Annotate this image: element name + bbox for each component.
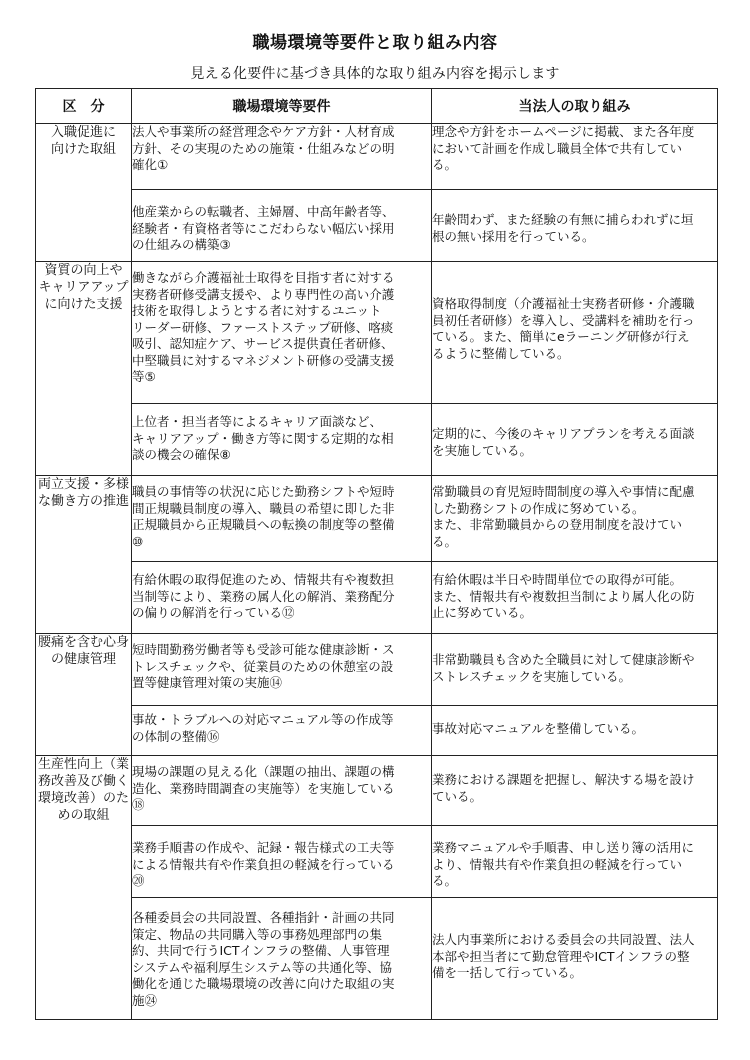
requirement-cell <box>132 190 432 262</box>
table-row <box>36 562 718 634</box>
category-cell <box>36 634 132 756</box>
action-cell <box>432 476 718 562</box>
requirement-text: 法人や事業所の経営理念やケア方針・人材育成 方針、その実現のための施策・仕組みなどの明 確化① <box>132 124 395 172</box>
table-row <box>36 190 718 262</box>
header-action: 当法人の取り組み <box>432 89 718 124</box>
action-text: 理念や方針をホームページに掲載、また各年度 において計画を作成し職員全体で共有してい る。 <box>432 124 695 172</box>
requirement-text: 働きながら介護福祉士取得を目指す者に対する 実務者研修受講支援や、より専門性の高い介護 技術を取得しようとする者に対するユニット リーダー研修、ファーストステップ研修、喀痰 吸引、認知症ケア、サービス提供責任者研修、 中堅職員に対するマネジメント研修の受講支援 等⑤ <box>132 270 395 384</box>
action-text: 定期的に、今後のキャリアプランを考える面談 を実施している。 <box>432 426 695 458</box>
table-row <box>36 262 718 404</box>
category-label: 入職促進に 向けた取組 <box>50 125 116 157</box>
requirement-text: 現場の課題の見える化（課題の抽出、課題の構 造化、業務時間調査の実施等）を実施している ⑱ <box>132 764 395 812</box>
action-cell <box>432 756 718 826</box>
action-text: 業務における課題を把握し、解決する場を設け ている。 <box>432 772 695 804</box>
action-text: 法人内事業所における委員会の共同設置、法人 本部や担当者にて勤怠管理やICTインフラの整 備を一括して行っている。 <box>432 932 695 980</box>
action-cell <box>432 826 718 898</box>
requirement-cell <box>132 476 432 562</box>
action-cell <box>432 634 718 706</box>
category-cell <box>36 476 132 634</box>
action-cell <box>432 404 718 476</box>
table-row <box>36 706 718 756</box>
page-title: 職場環境等要件と取り組み内容 <box>252 33 498 53</box>
category-cell <box>36 124 132 262</box>
requirement-text: 他産業からの転職者、主婦層、中高年齢者等、 経験者・有資格者等にこだわらない幅広い採用 の仕組みの構築③ <box>132 204 395 252</box>
action-cell <box>432 262 718 404</box>
action-text: 有給休暇は半日や時間単位での取得が可能。 また、情報共有や複数担当制により属人化の防 止に努めている。 <box>432 572 695 620</box>
action-cell <box>432 124 718 190</box>
header-row <box>36 89 718 124</box>
action-cell <box>432 706 718 756</box>
table-row <box>36 634 718 706</box>
requirement-cell <box>132 634 432 706</box>
requirement-cell <box>132 562 432 634</box>
requirement-text: 短時間勤務労働者等も受診可能な健康診断・ス トレスチェックや、従業員のための休憩室の設 置等健康管理対策の実施⑭ <box>132 642 395 690</box>
action-text: 年齢問わず、また経験の有無に捕らわれずに垣 根の無い採用を行っている。 <box>432 212 694 244</box>
requirement-text: 業務手順書の作成や、記録・報告様式の工夫等 による情報共有や作業負担の軽減を行っている ⑳ <box>132 840 395 888</box>
requirement-text: 各種委員会の共同設置、各種指針・計画の共同 策定、物品の共同購入等の事務処理部門の集 約、共同で行うICTインフラの整備、人事管理 システムや福利厚生システム等の共通化等、協 働化を通じた職場環境の改善に向けた取組の実 施㉔ <box>132 910 395 1008</box>
action-text: 事故対応マニュアルを整備している。 <box>432 721 645 736</box>
action-text: 資格取得制度（介護福祉士実務者研修・介護職 員初任者研修）を導入し、受講料を補助を行っ ている。また、簡単にeラーニング研修が行え るように整備している。 <box>432 296 695 361</box>
category-cell <box>36 756 132 1020</box>
requirement-cell <box>132 404 432 476</box>
action-cell <box>432 562 718 634</box>
requirement-cell <box>132 756 432 826</box>
requirement-cell <box>132 262 432 404</box>
requirement-text: 職員の事情等の状況に応じた勤務シフトや短時 間正規職員制度の導入、職員の希望に即した非 正規職員から正規職員への転換の制度等の整備 ⑩ <box>132 484 395 549</box>
requirement-text: 事故・トラブルへの対応マニュアル等の作成等 の体制の整備⑯ <box>132 712 394 744</box>
action-cell <box>432 190 718 262</box>
table-row <box>36 826 718 898</box>
requirement-text: 上位者・担当者等によるキャリア面談など、 キャリアアップ・働き方等に関する定期的な相 談の機会の確保⑧ <box>132 414 394 462</box>
table-row <box>36 898 718 1020</box>
requirement-cell <box>132 124 432 190</box>
requirement-cell <box>132 826 432 898</box>
category-cell <box>36 262 132 476</box>
action-text: 非常勤職員も含めた全職員に対して健康診断や ストレスチェックを実施している。 <box>432 652 695 684</box>
page-subtitle: 見える化要件に基づき具体的な取り組み内容を掲示します <box>190 66 560 82</box>
requirement-cell <box>132 706 432 756</box>
table-row <box>36 124 718 190</box>
table-row <box>36 476 718 562</box>
action-text: 業務マニュアルや手順書、申し送り簿の活用に より、情報共有や作業負担の軽減を行ってい る。 <box>432 840 695 888</box>
action-text: 常勤職員の育児短時間制度の導入や事情に配慮 した勤務シフトの作成に努めている。 また、非常勤職員からの登用制度を設けてい る。 <box>432 484 695 549</box>
category-label: 資質の向上や キャリアアップ に向けた支援 <box>38 263 129 312</box>
requirement-text: 有給休暇の取得促進のため、情報共有や複数担 当制等により、業務の属人化の解消、業務配分 の偏りの解消を行っている⑫ <box>132 572 395 620</box>
header-requirement: 職場環境等要件 <box>132 89 432 124</box>
requirements-table <box>35 88 718 1020</box>
category-label: 生産性向上（業 務改善及び働く 環境改善）のた めの取組 <box>37 757 129 823</box>
table-row <box>36 756 718 826</box>
header-category: 区 分 <box>36 89 132 124</box>
action-cell <box>432 898 718 1020</box>
table-row <box>36 404 718 476</box>
category-label: 両立支援・多様 な働き方の推進 <box>37 477 129 509</box>
requirement-cell <box>132 898 432 1020</box>
category-label: 腰痛を含む心身 の健康管理 <box>37 635 129 667</box>
